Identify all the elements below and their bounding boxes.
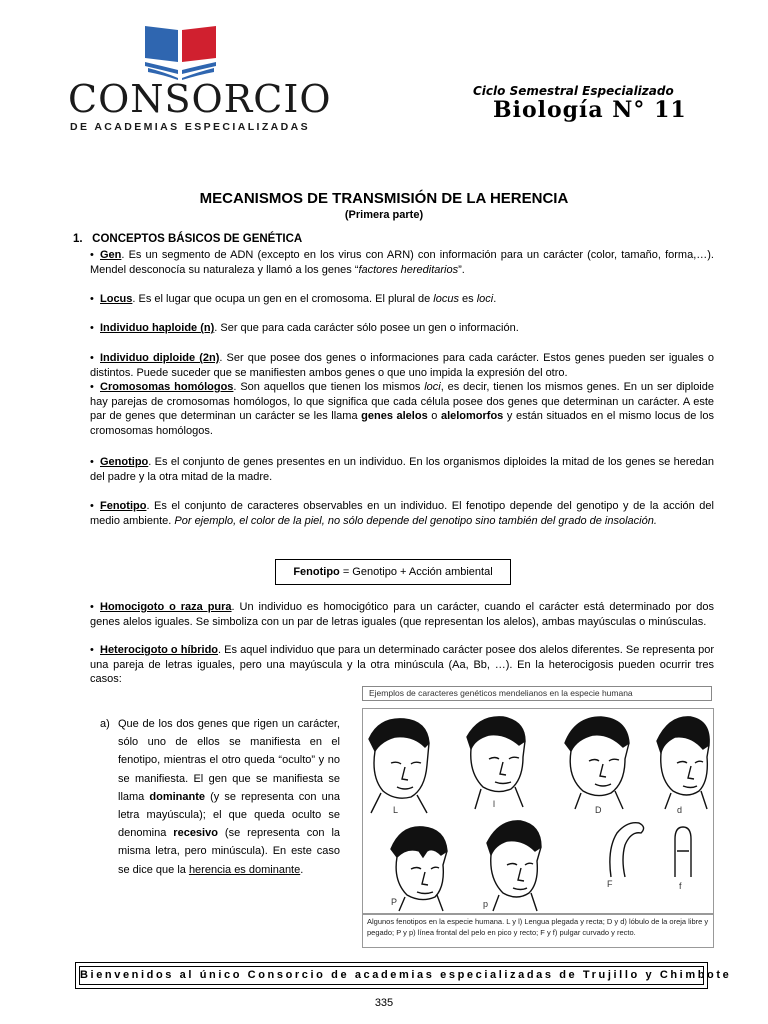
emphasis: Por ejemplo, el color de la piel, no sólo depende del genotipo sino también del grado de insolación. <box>174 514 657 527</box>
bullet: • <box>90 456 94 468</box>
section-heading: 1. CONCEPTOS BÁSICOS DE GENÉTICA <box>73 233 303 245</box>
term-dominante: dominante <box>149 790 206 803</box>
bullet: • <box>90 601 94 613</box>
logo-subtitle: DE ACADEMIAS ESPECIALIZADAS <box>70 121 311 133</box>
head-illustration-d-upper <box>565 717 629 809</box>
head-illustration-l-upper <box>369 719 429 813</box>
definition: es <box>458 293 477 305</box>
term: Fenotipo <box>100 500 147 512</box>
definition: o <box>427 410 441 423</box>
concept-fenotipo <box>90 499 714 528</box>
term: Cromosomas homólogos <box>100 381 234 393</box>
figure-label-p: p <box>483 899 489 909</box>
definition: . Un individuo es homocigótico para un carácter, cuando el carácter está determinado por dos genes alelos iguales. Se simboliza con un par de letras iguales (que representan los alelos), ambas mayúsculas o minúsculas. <box>90 601 714 628</box>
definition: . Es el conjunto de genes presentes en un individuo. En los organismos diploides la mitad de los genes se heredan del padre y la otra mitad de la madre. <box>90 456 714 483</box>
consorcio-logo-emblem <box>140 22 220 80</box>
emphasis-bold: alelomorfos <box>440 410 504 423</box>
formula-term: Fenotipo <box>293 566 340 578</box>
emphasis: locus <box>433 293 459 305</box>
definition: . Son aquellos que tienen los mismos <box>233 381 425 393</box>
definition-end: ”. <box>458 263 465 276</box>
case-text-end: . <box>300 863 304 876</box>
definition-end: y están situados en el mismo locus de los cromosomas homólogos. <box>90 410 714 437</box>
definition: , es decir, tienen los mismos genes. En un ser diploide hay parejas de cromosomas homólogos, lo que significa que cada célula posee dos genes que determinan un carácter. A este par de genes que determinan un carácter se les llama <box>90 381 714 423</box>
course-title: Biología N° 11 <box>493 97 687 123</box>
case-text: Que de los dos genes que rigen un carácter, sólo uno de ellos se manifiesta en el fenotipo, mientras el otro queda “oculto” y no se manifiesta. El gen que se manifiesta se llama <box>118 718 340 803</box>
bullet: • <box>90 644 94 656</box>
term: Gen <box>100 249 122 261</box>
thumb-straight-illustration <box>675 827 691 877</box>
document-subtitle: (Primera parte) <box>344 209 424 221</box>
concept-locus <box>90 292 714 307</box>
case-text: (y se representa con una letra mayúscula); el que queda oculto se denomina <box>118 790 340 840</box>
case-label: a) <box>100 718 110 730</box>
document-title: MECANISMOS DE TRANSMISIÓN DE LA HERENCIA <box>199 190 569 207</box>
figure-label-f: f <box>679 881 682 891</box>
definition: . Es el lugar que ocupa un gen en el cromosoma. El plural de <box>132 293 434 305</box>
term: Locus <box>100 293 133 305</box>
head-illustration-d-lower <box>657 717 709 809</box>
definition: . Ser que para cada carácter sólo posee un gen o información. <box>214 322 519 334</box>
emphasis-bold: genes alelos <box>361 410 428 423</box>
case-text: (se representa con la misma letra, pero minúscula). En este caso se dice que la <box>118 827 341 876</box>
footer-text: Bienvenidos al único Consorcio de academias especializadas de Trujillo y Chimbote <box>79 966 704 985</box>
concept-diploide <box>90 351 714 380</box>
logo-wordmark: CONSORCIO <box>68 77 332 121</box>
head-illustration-l-lower <box>467 717 525 809</box>
term: Genotipo <box>100 456 149 468</box>
concept-genotipo <box>90 455 714 484</box>
thumb-curved-illustration <box>610 823 644 877</box>
figure-label-P: P <box>391 897 398 907</box>
figure-caption-top: Ejemplos de caracteres genéticos mendelianos en la especie humana <box>362 686 712 701</box>
head-illustration-p-lower <box>487 821 541 911</box>
definition-end: . <box>493 293 497 305</box>
concept-cromosomas-homologos <box>90 380 714 438</box>
term: Individuo haploide (n) <box>100 322 215 334</box>
concept-haploide <box>90 321 714 336</box>
emphasis: loci <box>476 293 494 305</box>
case-a-paragraph <box>100 715 340 879</box>
emphasis: loci <box>424 381 441 393</box>
formula-box <box>275 559 511 585</box>
bullet: • <box>90 249 94 261</box>
formula-rest: = Genotipo + Acción ambiental <box>339 566 493 578</box>
figure-genetic-traits <box>362 708 714 914</box>
figure-illustration <box>363 709 713 913</box>
head-illustration-p-upper <box>391 827 447 911</box>
definition: . Es el conjunto de caracteres observables en un individuo. El fenotipo depende del genotipo y de la acción del medio ambiente. <box>90 500 714 527</box>
term-herencia-dominante: herencia es dominante <box>188 863 301 876</box>
figure-label-L: L <box>393 805 399 815</box>
footer-banner <box>75 962 732 989</box>
bullet: • <box>90 500 94 512</box>
cycle-label: Ciclo Semestral Especializado <box>473 84 674 98</box>
emphasis: factores hereditarios <box>358 263 459 276</box>
term: Heterocigoto o híbrido <box>100 644 219 656</box>
concept-gen <box>90 248 714 277</box>
concept-homocigoto <box>90 600 714 629</box>
figure-label-l: l <box>493 799 495 809</box>
bullet: • <box>90 381 94 393</box>
term: Individuo diploide (2n) <box>100 352 220 364</box>
figure-label-d: d <box>677 805 683 815</box>
term: Homocigoto o raza pura <box>100 601 232 613</box>
page-number: 335 <box>374 997 394 1009</box>
figure-caption-bottom: Algunos fenotipos en la especie humana. L y l) Lengua plegada y recta; D y d) lóbulo de la oreja libre y pegado; P y p) línea frontal del pelo en pico y recto; F y f) pulgar curvado y recto. <box>362 914 714 948</box>
figure-label-F: F <box>607 879 613 889</box>
definition: . Es aquel individuo que para un determinado carácter posee dos alelos diferentes. Se representa por una pareja de letras iguales, pero una mayúscula y la otra minúscula (Aa, Bb, …). En la heterocigosis pueden ocurrir tres casos: <box>90 644 714 686</box>
figure-label-D: D <box>595 805 602 815</box>
definition: . Es un segmento de ADN (excepto en los virus con ARN) con información para un carácter (color, tamaño, forma,…). Mendel desconocía su naturaleza y llamó a los genes “ <box>90 249 714 276</box>
definition: . Ser que posee dos genes o informaciones para cada carácter. Estos genes pueden ser iguales o distintos. Puede suceder que se manifiesten ambos genes o que uno impida la expresión del otro. <box>90 352 714 379</box>
bullet: • <box>90 352 94 364</box>
bullet: • <box>90 293 94 305</box>
bullet: • <box>90 322 94 334</box>
term-recesivo: recesivo <box>173 827 218 840</box>
concept-heterocigoto <box>90 643 714 687</box>
